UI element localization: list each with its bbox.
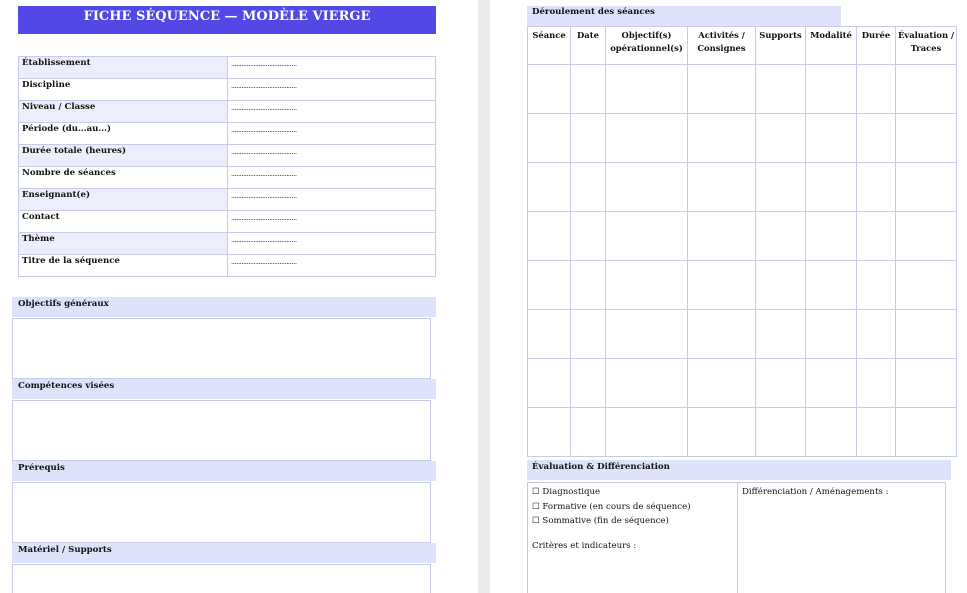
info-label: Thème bbox=[19, 233, 228, 255]
table-cell[interactable] bbox=[688, 163, 756, 212]
info-value-field[interactable]: ...................................... bbox=[228, 167, 436, 189]
table-cell[interactable] bbox=[806, 163, 857, 212]
table-row bbox=[528, 163, 957, 212]
info-value-field[interactable]: ...................................... bbox=[228, 101, 436, 123]
table-cell[interactable] bbox=[806, 408, 857, 457]
column-header: Objectif(s) opérationnel(s) bbox=[606, 27, 688, 65]
info-label: Discipline bbox=[19, 79, 228, 101]
differenciation-cell bbox=[738, 483, 946, 593]
table-cell[interactable] bbox=[571, 114, 606, 163]
column-header: Séance bbox=[528, 27, 571, 65]
table-row bbox=[528, 212, 957, 261]
evaluation-checkbox-option[interactable]: ☐ Sommative (fin de séquence) bbox=[532, 516, 669, 526]
info-row bbox=[19, 211, 436, 233]
table-cell[interactable] bbox=[806, 359, 857, 408]
table-cell[interactable] bbox=[528, 212, 571, 261]
table-cell[interactable] bbox=[571, 65, 606, 114]
table-cell[interactable] bbox=[806, 65, 857, 114]
table-cell[interactable] bbox=[688, 114, 756, 163]
table-cell[interactable] bbox=[606, 163, 688, 212]
table-row bbox=[528, 408, 957, 457]
info-label: Enseignant(e) bbox=[19, 189, 228, 211]
column-header: Supports bbox=[756, 27, 806, 65]
info-value-field[interactable]: ...................................... bbox=[228, 233, 436, 255]
competences-box[interactable] bbox=[12, 400, 431, 461]
table-cell[interactable] bbox=[606, 65, 688, 114]
table-cell[interactable] bbox=[806, 310, 857, 359]
info-value-field[interactable]: ...................................... bbox=[228, 145, 436, 167]
table-cell[interactable] bbox=[896, 408, 957, 457]
table-cell[interactable] bbox=[528, 408, 571, 457]
table-row bbox=[528, 65, 957, 114]
table-cell[interactable] bbox=[688, 212, 756, 261]
column-header: Modalité bbox=[806, 27, 857, 65]
info-label: Période (du…au…) bbox=[19, 123, 228, 145]
materiel-box[interactable] bbox=[12, 564, 431, 593]
table-cell[interactable] bbox=[857, 310, 896, 359]
table-cell[interactable] bbox=[756, 212, 806, 261]
info-value-field[interactable]: ...................................... bbox=[228, 79, 436, 101]
table-cell[interactable] bbox=[806, 212, 857, 261]
info-label: Titre de la séquence bbox=[19, 255, 228, 277]
info-row bbox=[19, 79, 436, 101]
table-cell[interactable] bbox=[756, 310, 806, 359]
table-cell[interactable] bbox=[528, 261, 571, 310]
table-row bbox=[528, 114, 957, 163]
table-cell[interactable] bbox=[896, 310, 957, 359]
objectifs-box[interactable] bbox=[12, 318, 431, 379]
table-cell[interactable] bbox=[857, 261, 896, 310]
column-header: Activités / Consignes bbox=[688, 27, 756, 65]
table-cell[interactable] bbox=[896, 261, 957, 310]
evaluation-heading: Évaluation & Différenciation bbox=[527, 460, 951, 480]
table-row bbox=[528, 359, 957, 408]
table-cell[interactable] bbox=[896, 359, 957, 408]
table-cell[interactable] bbox=[756, 114, 806, 163]
table-cell[interactable] bbox=[571, 212, 606, 261]
info-value-field[interactable]: ...................................... bbox=[228, 123, 436, 145]
table-cell[interactable] bbox=[571, 310, 606, 359]
table-cell[interactable] bbox=[688, 359, 756, 408]
document-title: FICHE SÉQUENCE — MODÈLE VIERGE bbox=[18, 6, 436, 34]
info-row bbox=[19, 167, 436, 189]
info-row bbox=[19, 145, 436, 167]
table-cell[interactable] bbox=[857, 114, 896, 163]
table-cell[interactable] bbox=[857, 359, 896, 408]
evaluation-checkbox-option[interactable]: ☐ Diagnostique bbox=[532, 487, 601, 497]
table-cell[interactable] bbox=[571, 408, 606, 457]
table-cell[interactable] bbox=[606, 114, 688, 163]
info-row bbox=[19, 123, 436, 145]
table-cell[interactable] bbox=[528, 310, 571, 359]
table-cell[interactable] bbox=[688, 408, 756, 457]
info-row bbox=[19, 189, 436, 211]
table-cell[interactable] bbox=[756, 65, 806, 114]
table-cell[interactable] bbox=[896, 212, 957, 261]
table-cell[interactable] bbox=[857, 65, 896, 114]
table-cell[interactable] bbox=[571, 261, 606, 310]
table-cell[interactable] bbox=[606, 212, 688, 261]
table-cell[interactable] bbox=[896, 114, 957, 163]
table-row bbox=[528, 261, 957, 310]
table-cell[interactable] bbox=[688, 261, 756, 310]
table-cell[interactable] bbox=[756, 408, 806, 457]
info-label: Contact bbox=[19, 211, 228, 233]
info-label: Établissement bbox=[19, 57, 228, 79]
evaluation-table bbox=[527, 482, 946, 593]
table-cell[interactable] bbox=[571, 163, 606, 212]
table-cell[interactable] bbox=[606, 359, 688, 408]
info-row bbox=[19, 57, 436, 79]
table-cell[interactable] bbox=[571, 359, 606, 408]
differenciation-label: Différenciation / Aménagements : bbox=[742, 487, 889, 497]
info-table bbox=[18, 56, 436, 277]
table-cell[interactable] bbox=[806, 114, 857, 163]
info-value-field[interactable]: ...................................... bbox=[228, 57, 436, 79]
column-header: Évaluation / Traces bbox=[896, 27, 957, 65]
section-heading-materiel: Matériel / Supports bbox=[12, 543, 436, 563]
prerequis-box[interactable] bbox=[12, 482, 431, 543]
info-row bbox=[19, 255, 436, 277]
column-header: Durée bbox=[857, 27, 896, 65]
evaluation-types-cell bbox=[528, 483, 738, 593]
table-cell[interactable] bbox=[606, 408, 688, 457]
table-cell[interactable] bbox=[756, 359, 806, 408]
info-label: Nombre de séances bbox=[19, 167, 228, 189]
table-cell[interactable] bbox=[528, 359, 571, 408]
table-cell[interactable] bbox=[606, 261, 688, 310]
table-cell[interactable] bbox=[688, 310, 756, 359]
info-value-field[interactable]: ...................................... bbox=[228, 255, 436, 277]
table-cell[interactable] bbox=[528, 114, 571, 163]
info-value-field[interactable]: ...................................... bbox=[228, 211, 436, 233]
info-label: Niveau / Classe bbox=[19, 101, 228, 123]
table-cell[interactable] bbox=[606, 310, 688, 359]
table-cell[interactable] bbox=[528, 163, 571, 212]
table-cell[interactable] bbox=[688, 65, 756, 114]
table-cell[interactable] bbox=[857, 212, 896, 261]
table-cell[interactable] bbox=[806, 261, 857, 310]
table-cell[interactable] bbox=[528, 65, 571, 114]
table-cell[interactable] bbox=[756, 163, 806, 212]
table-cell[interactable] bbox=[896, 163, 957, 212]
table-row bbox=[528, 310, 957, 359]
table-cell[interactable] bbox=[857, 163, 896, 212]
column-header: Date bbox=[571, 27, 606, 65]
table-cell[interactable] bbox=[896, 65, 957, 114]
info-value-field[interactable]: ...................................... bbox=[228, 189, 436, 211]
info-label: Durée totale (heures) bbox=[19, 145, 228, 167]
section-heading-competences: Compétences visées bbox=[12, 379, 436, 399]
table-cell[interactable] bbox=[756, 261, 806, 310]
section-heading-objectifs: Objectifs généraux bbox=[12, 297, 436, 317]
info-row bbox=[19, 101, 436, 123]
evaluation-checkbox-option[interactable]: ☐ Formative (en cours de séquence) bbox=[532, 501, 691, 512]
table-cell[interactable] bbox=[857, 408, 896, 457]
seance-table bbox=[527, 26, 957, 457]
document-page-2 bbox=[490, 0, 967, 593]
criteres-label: Critères et indicateurs : bbox=[532, 540, 637, 551]
document-page-1 bbox=[0, 0, 478, 593]
deroulement-heading: Déroulement des séances bbox=[527, 6, 841, 26]
section-heading-prerequis: Prérequis bbox=[12, 461, 436, 481]
info-row bbox=[19, 233, 436, 255]
